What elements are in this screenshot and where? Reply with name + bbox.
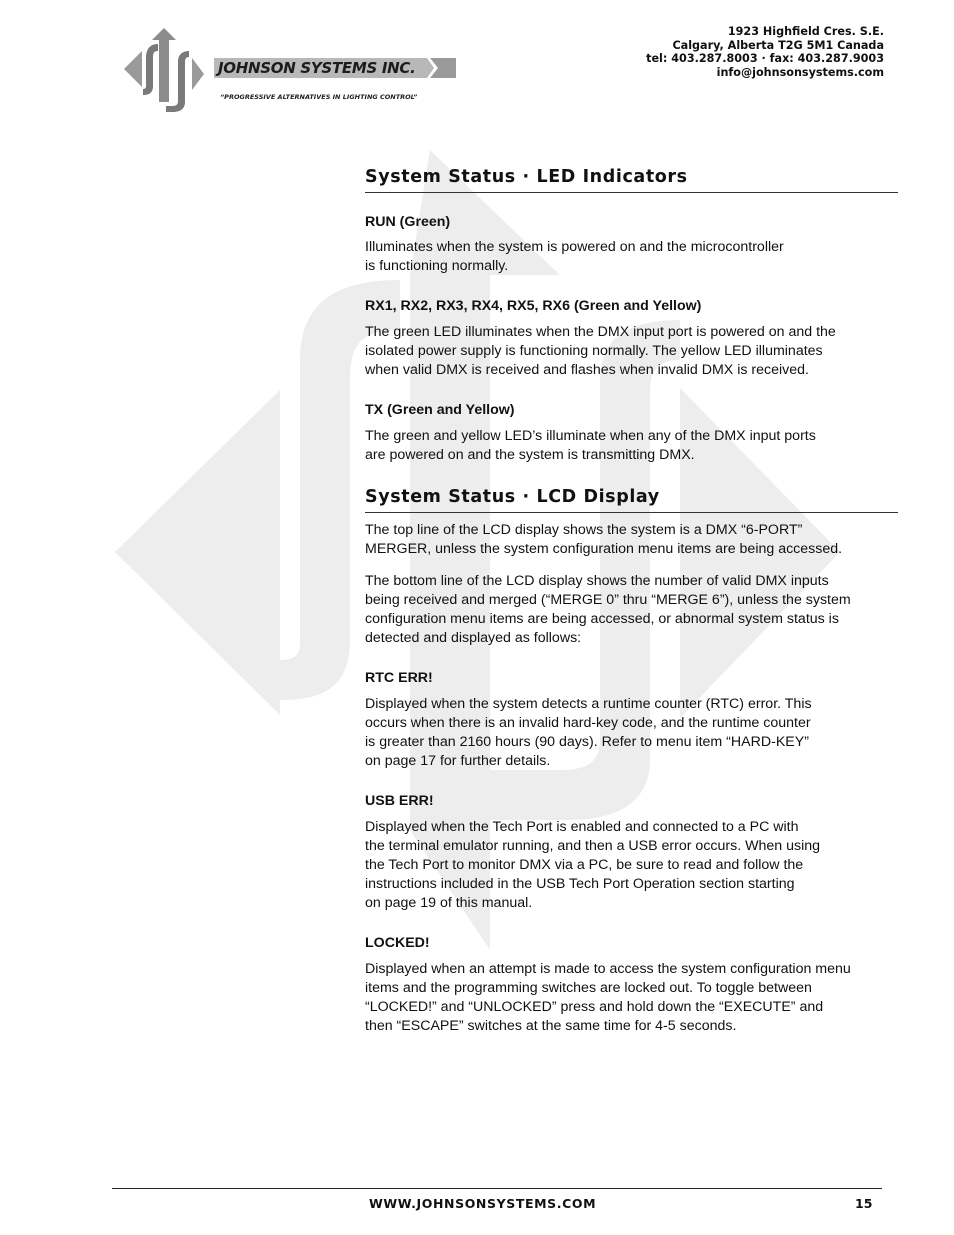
item-run: [365, 213, 898, 276]
item-title-locked: LOCKED!: [365, 935, 430, 951]
item-title-usb-err: USB ERR!: [365, 793, 434, 809]
logo-company-name: JOHNSON SYSTEMS INC.: [218, 59, 416, 77]
item-title-run: RUN (Green): [365, 214, 451, 230]
item-body-rtc-err: Displayed when the system detects a runtime counter (RTC) error. This occurs when there is an invalid hard-key code, and the runtime counter is greater than 2160 hours (90 days). Refer to menu item “HARD-KEY” on page 17 for further details.: [365, 696, 812, 769]
item-body-run: Illuminates when the system is powered on and the microcontroller is functioning normally.: [365, 239, 784, 274]
item-body-locked: Displayed when an attempt is made to access the system configuration menu items and the programming switches are locked out. To toggle between “LOCKED!” and “UNLOCKED” press and hold down the “EXECUTE” and then “ESCAPE” switches at the same time for 4-5 seconds.: [365, 961, 851, 1034]
address-phone-fax: tel: 403.287.8003 · fax: 403.287.9003: [646, 52, 884, 66]
item-tx: [365, 401, 898, 465]
item-body-tx: The green and yellow LED’s illuminate when any of the DMX input ports are powered on and the system is transmitting DMX.: [365, 428, 816, 463]
item-locked: [365, 934, 898, 1036]
section-title-led-indicators: System Status · LED Indicators: [365, 165, 898, 193]
footer-website: WWW.JOHNSONSYSTEMS.COM: [369, 1196, 597, 1211]
section-title-lcd-display: System Status · LCD Display: [365, 485, 898, 513]
item-usb-err: [365, 792, 898, 913]
address-email: info@johnsonsystems.com: [716, 65, 884, 79]
main-content: [365, 165, 898, 1036]
address-street: 1923 Highfield Cres. S.E.: [727, 25, 884, 38]
lcd-paragraph-bottom-line: The bottom line of the LCD display shows the number of valid DMX inputs being received and merged (“MERGE 0” thru “MERGE 6”), unless the system configuration menu items are being accessed, or abnormal system status is detected and displayed as follows:: [365, 573, 851, 646]
item-rx: [365, 297, 898, 380]
logo-tagline: “PROGRESSIVE ALTERNATIVES IN LIGHTING CONTROL”: [220, 93, 418, 101]
footer-divider: [112, 1188, 882, 1189]
company-logo: [122, 24, 462, 116]
lcd-paragraph-top-line: The top line of the LCD display shows the system is a DMX “6-PORT” MERGER, unless the system configuration menu items are being accessed.: [365, 522, 843, 557]
item-rtc-err: [365, 669, 898, 771]
page-number: 15: [855, 1196, 873, 1211]
item-body-usb-err: Displayed when the Tech Port is enabled and connected to a PC with the terminal emulator running, and then a USB error occurs. When using the Tech Port to monitor DMX via a PC, be sure to read and follow the instructions included in the USB Tech Port Operation section starting on page 19 of this manual.: [365, 819, 821, 911]
item-title-rx: RX1, RX2, RX3, RX4, RX5, RX6 (Green and Yellow): [365, 298, 702, 314]
item-title-tx: TX (Green and Yellow): [365, 402, 515, 418]
address-city: Calgary, Alberta T2G 5M1 Canada: [672, 38, 884, 52]
item-body-rx: The green LED illuminates when the DMX input port is powered on and the isolated power supply is functioning normally. The yellow LED illuminates when valid DMX is received and flashes when invalid DMX is received.: [365, 324, 836, 378]
item-title-rtc-err: RTC ERR!: [365, 670, 433, 686]
company-address: [646, 25, 884, 79]
